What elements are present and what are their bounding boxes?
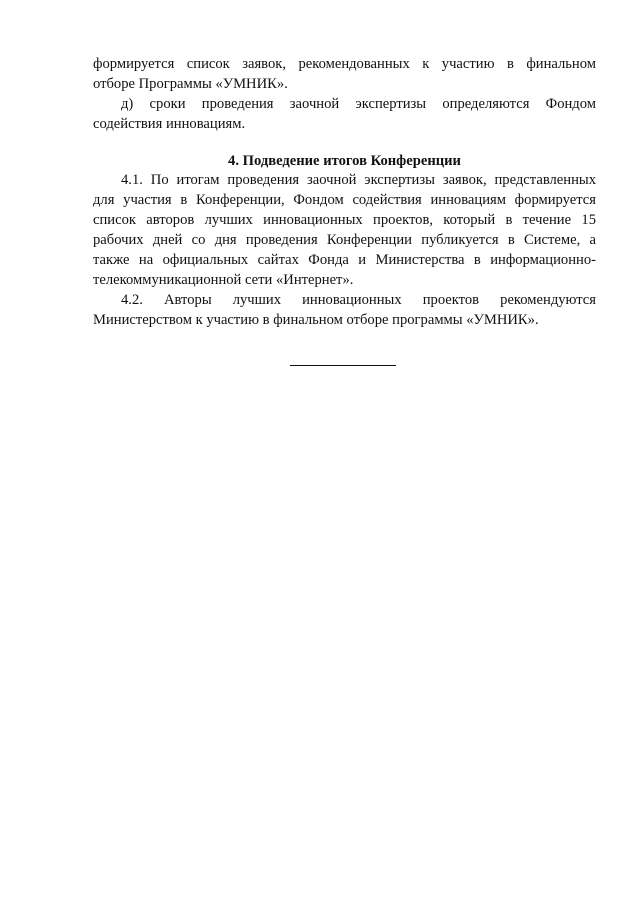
item-d-line-1: д) сроки проведения заочной экспертизы определяются Фондом [121,96,596,112]
para-4-1-line-1: 4.1. По итогам проведения заочной экспертизы заявок, представленных [121,172,596,188]
para-4-2-line-2: Министерством к участию в финальном отборе программы «УМНИК». [93,312,539,328]
document-page [93,54,596,330]
para-4-1-line-4: рабочих дней со дня проведения Конференции публикуется в Системе, а [93,232,596,248]
para-4-2-line-1: 4.2. Авторы лучших инновационных проектов рекомендуются [121,292,596,308]
para-4-1-line-3: список авторов лучших инновационных проектов, который в течение 15 [93,212,596,228]
para-4-1-line-6: телекоммуникационной сети «Интернет». [93,272,354,288]
closing-divider [290,365,396,366]
item-d-line-2: содействия инновациям. [93,116,246,132]
para-4-1-line-2: для участия в Конференции, Фондом содействия инновациям формируется [93,192,596,208]
intro-line-2: отборе Программы «УМНИК». [93,76,288,92]
para-4-1-line-5: также на официальных сайтах Фонда и Министерства в информационно- [93,252,596,268]
intro-line-1: формируется список заявок, рекомендованных к участию в финальном [93,56,596,72]
section-heading: 4. Подведение итогов Конференции [228,153,461,169]
